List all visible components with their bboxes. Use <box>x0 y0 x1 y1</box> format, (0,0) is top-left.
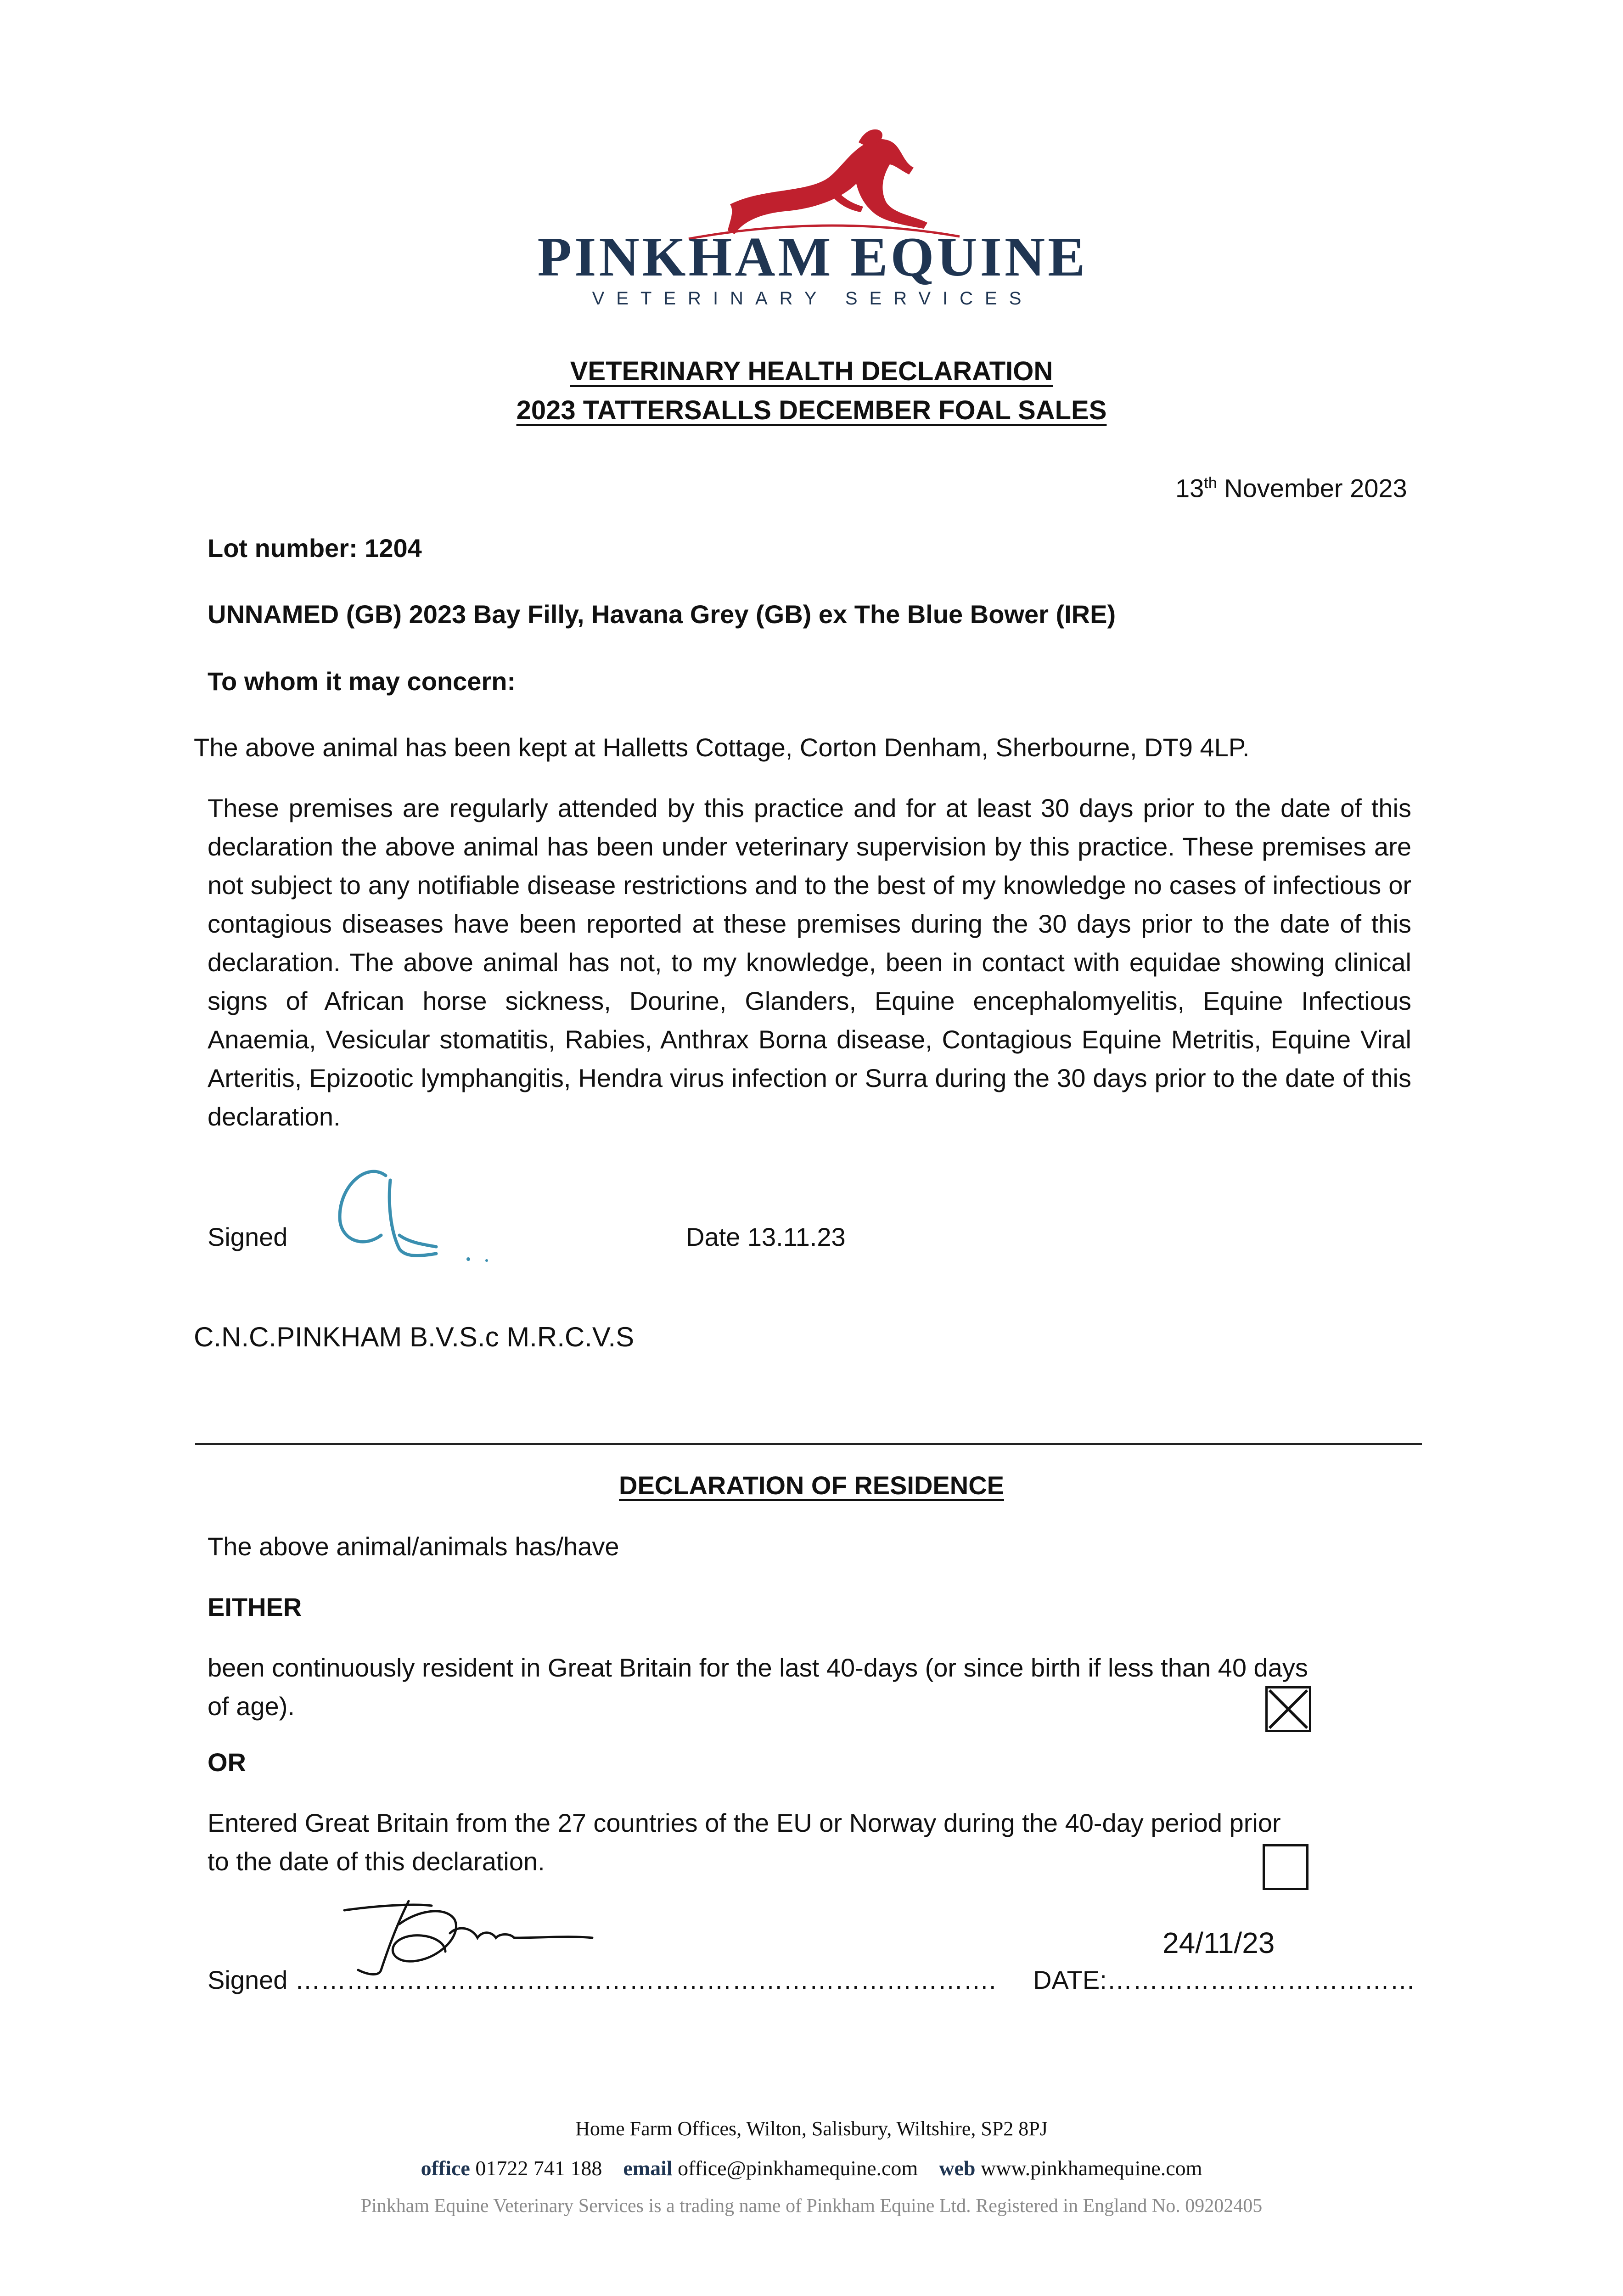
lot-number: Lot number: 1204 <box>208 534 422 563</box>
entered-checkbox[interactable] <box>1263 1844 1309 1890</box>
checkbox-x-mark-icon <box>1268 1688 1309 1730</box>
footer-email-value[interactable]: office@pinkhamequine.com <box>678 2156 918 2180</box>
vet-signed-label: Signed <box>208 1222 288 1251</box>
residence-heading: DECLARATION OF RESIDENCE <box>619 1471 1004 1500</box>
option2-line2: to the date of this declaration. <box>208 1847 545 1876</box>
or-label: OR <box>208 1748 246 1777</box>
date-day: 13 <box>1175 473 1204 503</box>
section-divider <box>195 1443 1422 1445</box>
owner-signed-label: Signed <box>208 1965 288 1994</box>
date-rest: November 2023 <box>1217 473 1407 503</box>
brand-tagline: VETERINARY SERVICES <box>592 288 1033 309</box>
vet-signed-date: Date 13.11.23 <box>686 1222 846 1251</box>
vet-name: C.N.C.PINKHAM B.V.S.c M.R.C.V.S <box>194 1322 635 1352</box>
option1-line1: been continuously resident in Great Britain for the last 40-days (or since birth if less than 40 days <box>208 1653 1308 1682</box>
owner-date-label: DATE: <box>1033 1965 1107 1994</box>
footer-address: Home Farm Offices, Wilton, Salisbury, Wiltshire, SP2 8PJ <box>575 2117 1048 2140</box>
footer-contacts <box>0 2156 1623 2180</box>
footer-office-value: 01722 741 188 <box>475 2156 602 2180</box>
footer-email-label: email <box>623 2156 673 2180</box>
footer-legal: Pinkham Equine Veterinary Services is a trading name of Pinkham Equine Ltd. Registered in England No. 09202405 <box>360 2195 1263 2217</box>
vet-signature-image <box>331 1157 505 1267</box>
either-label: EITHER <box>208 1593 302 1621</box>
salutation: To whom it may concern: <box>208 667 516 696</box>
owner-signed-dots: ………………………………………………………………………. <box>294 1965 996 1994</box>
footer-web-value[interactable]: www.pinkhamequine.com <box>980 2156 1202 2180</box>
option1-line2: of age). <box>208 1692 295 1721</box>
footer-office-label: office <box>421 2156 470 2180</box>
owner-date-dots: ……………………………… <box>1106 1965 1415 1994</box>
owner-signed-line <box>208 1961 996 1999</box>
resident-checkbox[interactable] <box>1265 1686 1311 1732</box>
brand-name: PINKHAM EQUINE <box>537 226 1088 288</box>
lot-description: UNNAMED (GB) 2023 Bay Filly, Havana Grey (GB) ex The Blue Bower (IRE) <box>208 600 1116 629</box>
option2-line1: Entered Great Britain from the 27 countries of the EU or Norway during the 40-day period prior <box>208 1808 1281 1837</box>
document-date <box>1175 464 1407 508</box>
owner-date-line <box>1033 1961 1415 1999</box>
footer-web-label: web <box>939 2156 976 2180</box>
kept-statement: The above animal has been kept at Halletts Cottage, Corton Denham, Sherbourne, DT9 4LP. <box>194 733 1250 762</box>
residence-intro: The above animal/animals has/have <box>208 1532 619 1561</box>
handwritten-date: 24/11/23 <box>1162 1926 1275 1959</box>
document-title-line1: VETERINARY HEALTH DECLARATION <box>570 356 1053 386</box>
document-title-line2: 2023 TATTERSALLS DECEMBER FOAL SALES <box>516 395 1107 425</box>
health-declaration-paragraph: These premises are regularly attended by this practice and for at least 30 days prior to the date of this declaration the above animal has been under veterinary supervision by this practice. These premises are not subject to any notifiable disease restrictions and to the best of my knowledge no cases of infectious or contagious diseases have been reported at these premises during the 30 days prior to the date of this declaration. The above animal has not, to my knowledge, been in contact with equidae showing clinical signs of African horse sickness, Dourine, Glanders, Equine encephalomyelitis, Equine Infectious Anaemia, Vesicular stomatitis, Rabies, Anthrax Borna disease, Contagious Equine Metritis, Equine Viral Arteritis, Epizootic lymphangitis, Hendra virus infection or Surra during the 30 days prior to the date of this declaration. <box>208 793 1411 1131</box>
date-suffix: th <box>1204 474 1217 492</box>
